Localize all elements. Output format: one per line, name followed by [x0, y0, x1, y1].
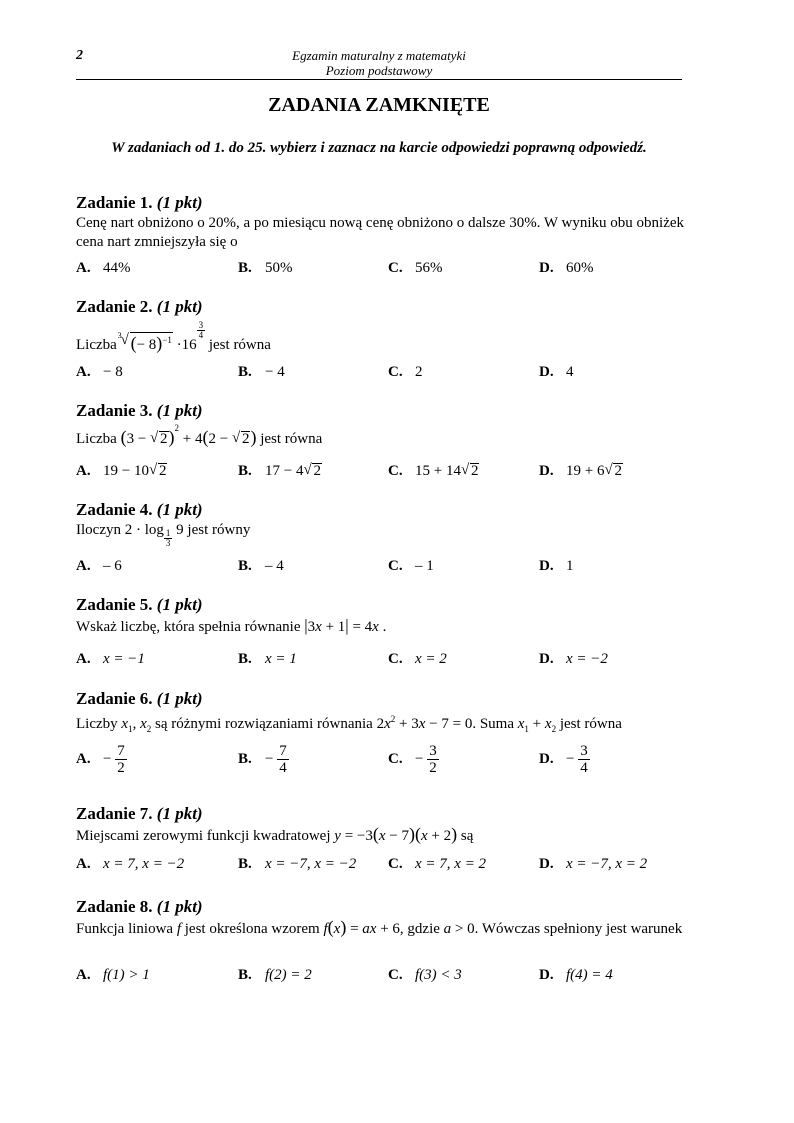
task-7 [76, 804, 686, 872]
cube-root-expression: 3 √ (− 8)$^{-1}$ [117, 331, 172, 353]
header-title-line2: Poziom podstawowy [325, 63, 433, 78]
answer-b[interactable]: B. − $\frac{7}{4}$ [238, 743, 287, 776]
task-text: Funkcja liniowa f jest określona wzorem f(x) = ax + 6, gdzie a > 0. Wówczas spełniony jest warunek [76, 917, 683, 937]
answer-c[interactable]: C. 15 + 14 √ 2 [388, 462, 479, 479]
answer-c[interactable]: C. − $\frac{3}{2}$ [388, 743, 437, 776]
instruction: W zadaniach od 1. do 25. wybierz i zaznacz na karcie odpowiedzi poprawną odpowiedź. [111, 140, 647, 156]
answer-c[interactable]: C. – 1 [388, 558, 434, 574]
answer-d[interactable]: D. x = −2 [539, 651, 608, 667]
answer-b[interactable]: B. 17 − 4 √ 2 [238, 462, 321, 479]
task-title: Zadanie 1. (1 pkt) [76, 193, 203, 212]
task-4 [76, 500, 686, 574]
answer-d[interactable]: D. f(4) = 4 [539, 967, 613, 983]
page-number: 2 [76, 48, 83, 63]
answer-d[interactable]: D. 19 + 6 √ 2 [539, 462, 622, 479]
answer-b[interactable]: B. f(2) = 2 [238, 967, 312, 983]
header-divider [76, 79, 682, 80]
task-2 [76, 297, 686, 380]
task-text: Liczba (3 − √ 2)$^2$ + 4(2 − √ 2) jest równa [76, 423, 323, 447]
task-text: Cenę nart obniżono o 20%, a po miesiącu nową cenę obniżono o dalsze 30%. W wyniku obu obniżek cena nart zmniejszyła się o [76, 215, 685, 250]
answer-b[interactable]: B. 50% [238, 260, 293, 276]
answer-a[interactable]: A. x = −1 [76, 651, 145, 667]
task-3 [76, 401, 686, 479]
section-title: ZADANIA ZAMKNIĘTE [268, 94, 490, 116]
answer-d[interactable]: D. 1 [539, 558, 574, 574]
task-text: Miejscami zerowymi funkcji kwadratowej y = −3(x − 7)(x + 2) są [76, 824, 474, 844]
answer-d[interactable]: D. − $\frac{3}{4}$ [539, 743, 588, 776]
answer-c[interactable]: C. 56% [388, 260, 443, 276]
task-6 [76, 689, 686, 776]
answer-a[interactable]: A. 19 − 10 √ 2 [76, 462, 167, 479]
task-title: Zadanie 3. (1 pkt) [76, 401, 203, 420]
answer-a[interactable]: A. − $\frac{7}{2}$ [76, 743, 125, 776]
answer-a[interactable]: A. f(1) > 1 [76, 967, 150, 983]
page-header [76, 48, 682, 78]
answer-b[interactable]: B. x = −7, x = −2 [238, 856, 357, 872]
answer-d[interactable]: D. 60% [539, 260, 594, 276]
task-title: Zadanie 2. (1 pkt) [76, 297, 203, 316]
task-1 [76, 193, 686, 276]
task-text: Wskaż liczbę, która spełnia równanie |3x + 1| = 4x . [76, 616, 387, 635]
task-title: Zadanie 8. (1 pkt) [76, 897, 203, 916]
answer-d[interactable]: D. 4 [539, 364, 574, 380]
answer-a[interactable]: A. – 6 [76, 558, 122, 574]
answer-b[interactable]: B. − 4 [238, 364, 285, 380]
task-title: Zadanie 4. (1 pkt) [76, 500, 203, 519]
answer-c[interactable]: C. 2 [388, 364, 423, 380]
answer-a[interactable]: A. 44% [76, 260, 131, 276]
task-text: Liczba 3 √ (− 8)$^{-1}$ ·16 $^{\frac{3}{4}}$ jest równa [76, 320, 271, 353]
answer-c[interactable]: C. f(3) < 3 [388, 967, 462, 983]
task-title: Zadanie 5. (1 pkt) [76, 595, 203, 614]
task-5 [76, 595, 686, 667]
answer-a[interactable]: A. x = 7, x = −2 [76, 856, 185, 872]
header-title-line1: Egzamin maturalny z matematyki [292, 48, 466, 63]
task-8 [76, 897, 686, 983]
task-title: Zadanie 7. (1 pkt) [76, 804, 203, 823]
task-text: Iloczyn 2 · log $\frac{1}{3}$ 9 jest równy [76, 522, 251, 549]
answer-d[interactable]: D. x = −7, x = 2 [539, 856, 648, 872]
answer-b[interactable]: B. – 4 [238, 558, 284, 574]
answer-a[interactable]: A. − 8 [76, 364, 123, 380]
answer-c[interactable]: C. x = 7, x = 2 [388, 856, 487, 872]
task-title: Zadanie 6. (1 pkt) [76, 689, 203, 708]
task-text: Liczby $x_1$, $x_2$ są różnymi rozwiązaniami równania $2x^2 + 3x - 7 = 0$. Suma $x_1 + x_2$ jest równa [76, 714, 622, 734]
answer-c[interactable]: C. x = 2 [388, 651, 447, 667]
answer-b[interactable]: B. x = 1 [238, 651, 297, 667]
